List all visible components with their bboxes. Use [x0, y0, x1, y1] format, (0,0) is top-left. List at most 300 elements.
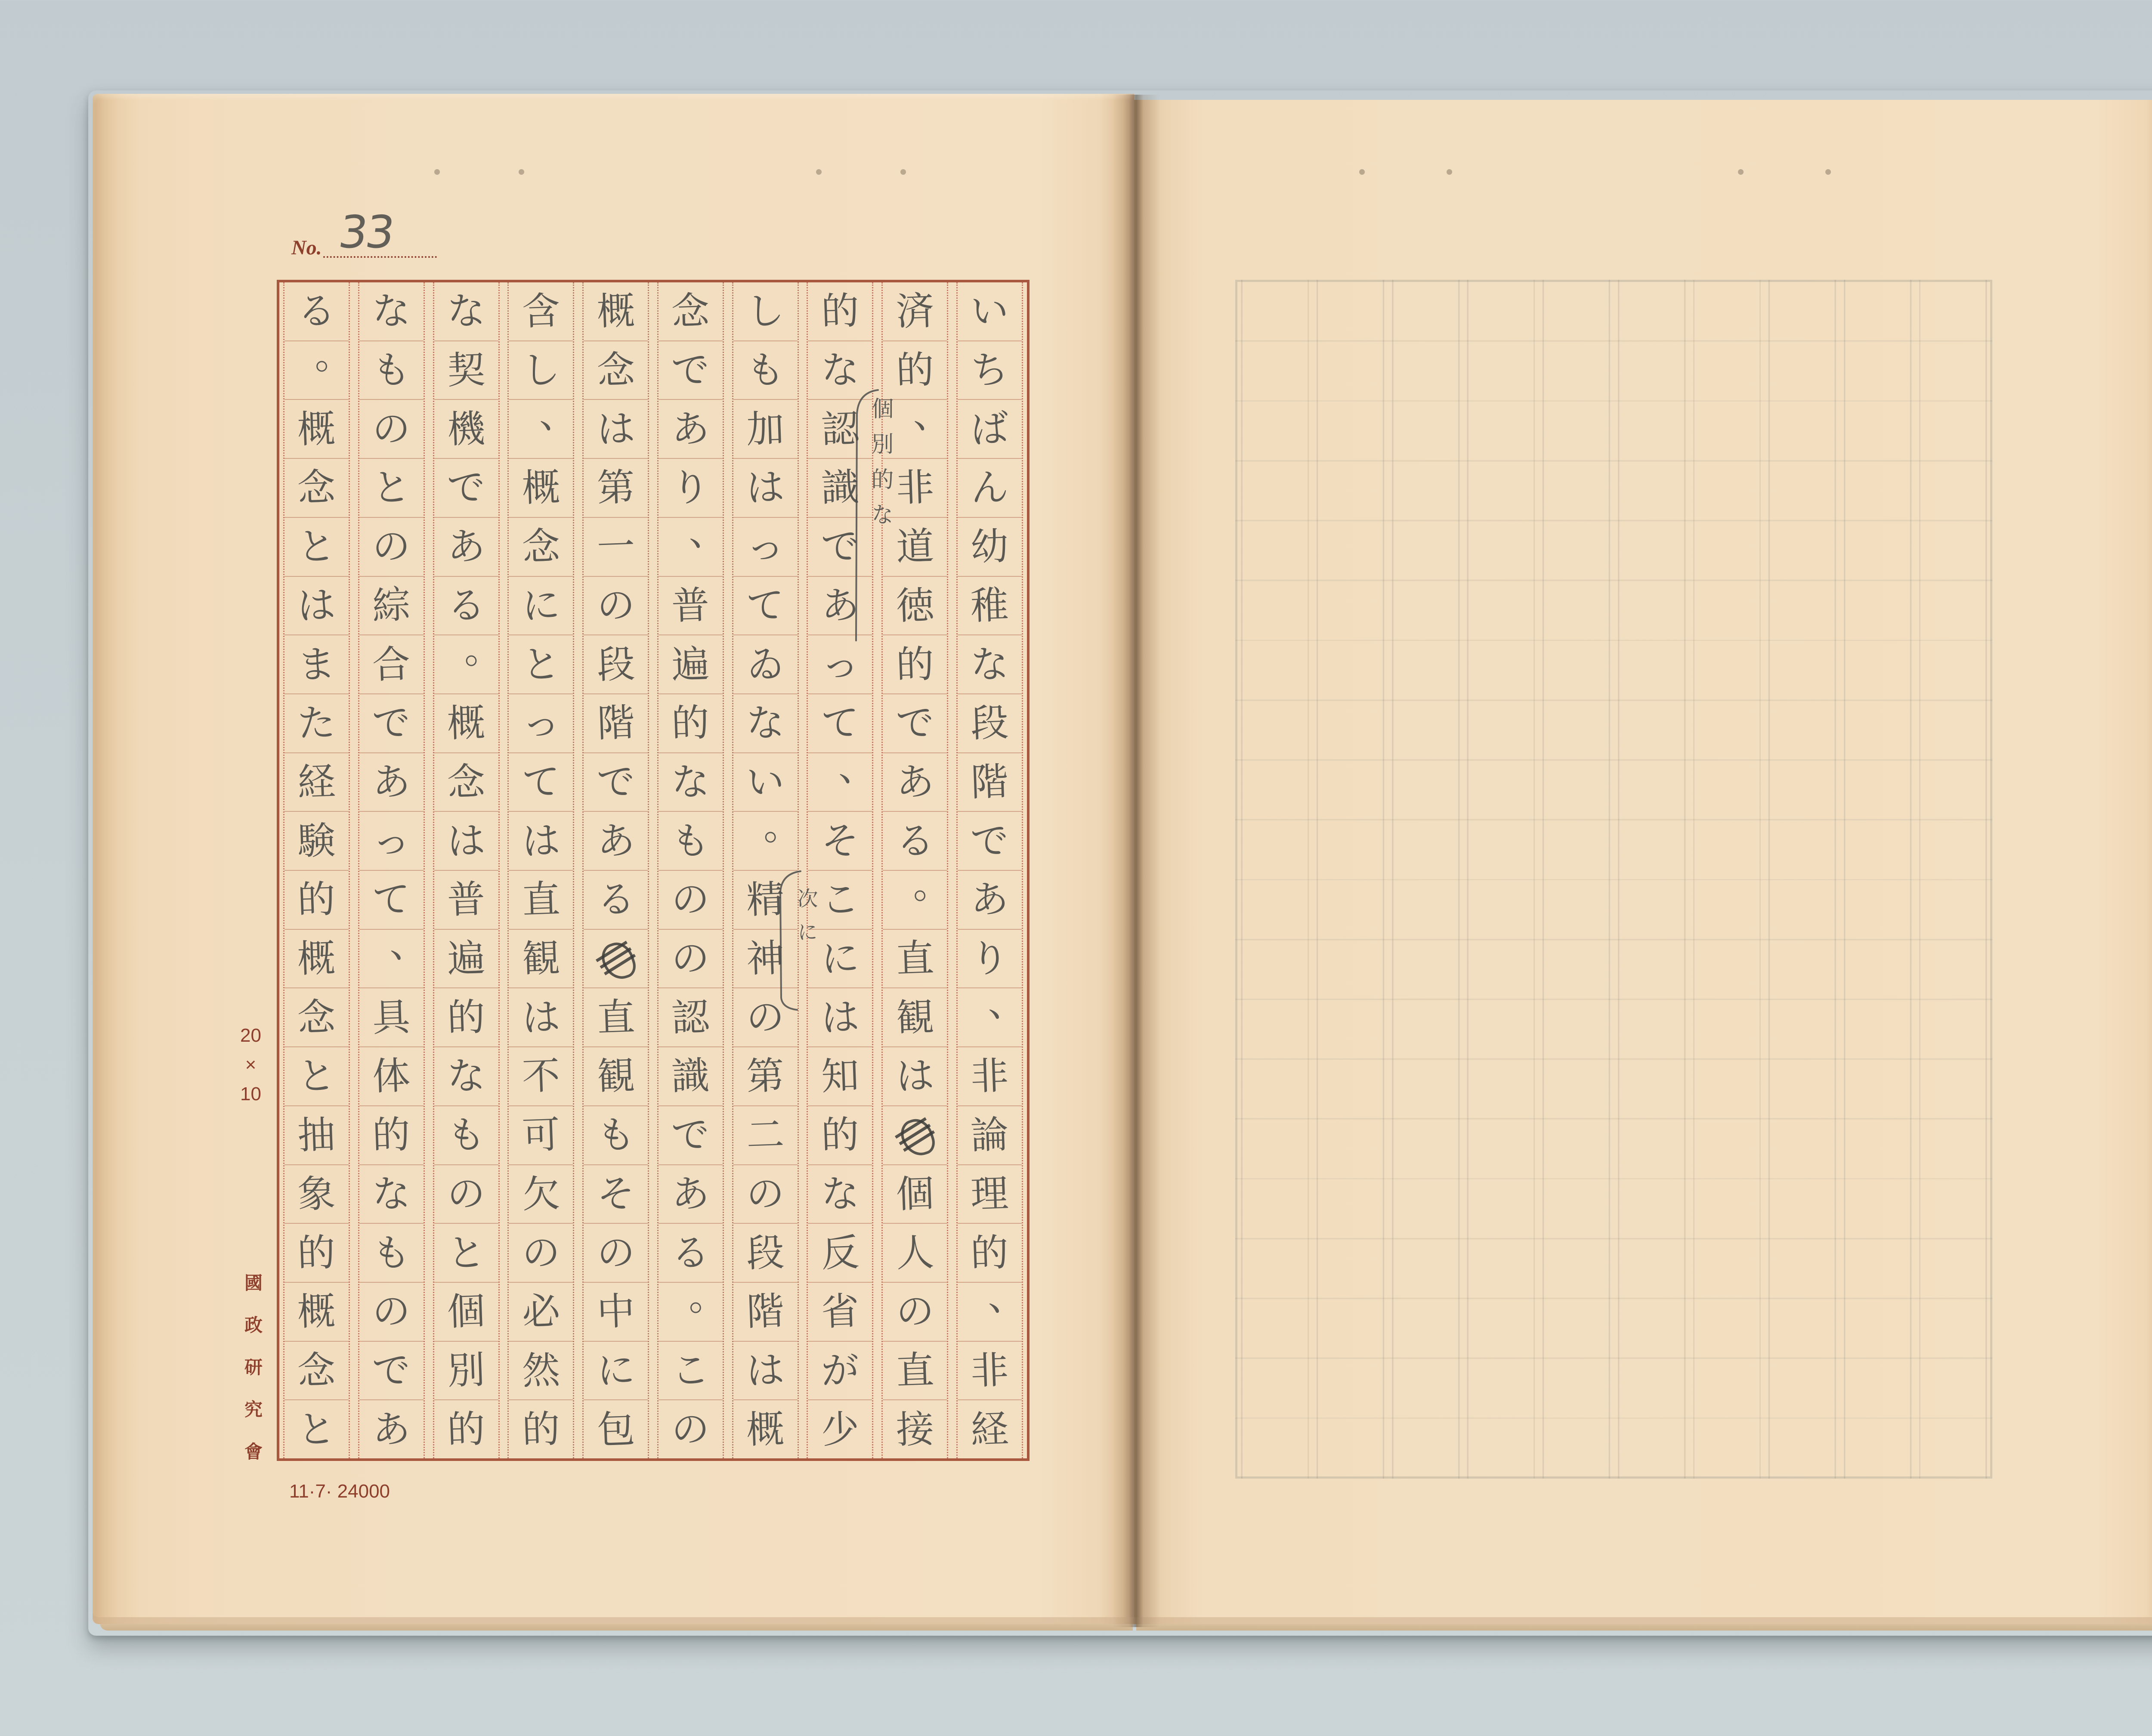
manuscript-char: も — [446, 1112, 486, 1158]
manuscript-cell — [509, 341, 573, 400]
manuscript-cell — [359, 812, 424, 871]
manuscript-char: も — [596, 1112, 636, 1158]
manuscript-cell — [808, 518, 872, 577]
manuscript-char: る — [446, 582, 486, 628]
manuscript-char: 的 — [820, 1112, 860, 1158]
manuscript-cell — [359, 577, 424, 636]
manuscript-cell — [584, 341, 648, 400]
manuscript-column — [433, 282, 503, 1458]
manuscript-cell — [958, 930, 1022, 989]
manuscript-char: で — [970, 818, 1010, 864]
manuscript-cell — [733, 753, 798, 812]
manuscript-char: 識 — [671, 1053, 711, 1099]
manuscript-cell — [883, 753, 947, 812]
manuscript-cell — [659, 1400, 723, 1458]
manuscript-cell — [958, 400, 1022, 459]
manuscript-cell — [284, 753, 349, 812]
manuscript-cell — [958, 753, 1022, 812]
manuscript-grid — [277, 280, 1030, 1461]
manuscript-char: も — [371, 1230, 411, 1276]
manuscript-cell — [808, 400, 872, 459]
manuscript-cell — [659, 1342, 723, 1401]
manuscript-cell — [883, 930, 947, 989]
manuscript-column — [732, 282, 802, 1458]
binding-hole — [519, 169, 524, 175]
manuscript-cell — [958, 1342, 1022, 1401]
manuscript-cell — [883, 1283, 947, 1342]
manuscript-cell — [958, 871, 1022, 930]
manuscript-char: 。 — [464, 627, 503, 672]
manuscript-cell — [434, 400, 498, 459]
manuscript-cell — [584, 1400, 648, 1458]
manuscript-cell — [359, 341, 424, 400]
manuscript-char: 抽 — [297, 1112, 337, 1158]
manuscript-char: 道 — [895, 523, 935, 569]
binding-hole — [1738, 169, 1744, 175]
manuscript-char: 直 — [596, 994, 636, 1040]
manuscript-char: 直 — [521, 876, 561, 922]
manuscript-char: は — [297, 582, 337, 628]
manuscript-char: た — [297, 700, 337, 746]
manuscript-cell — [284, 930, 349, 989]
binding-hole — [1447, 169, 1452, 175]
manuscript-cell — [958, 282, 1022, 341]
manuscript-char: て — [371, 876, 411, 922]
manuscript-char: 概 — [297, 406, 337, 452]
manuscript-char: 階 — [970, 759, 1010, 805]
manuscript-char: 二 — [745, 1112, 785, 1158]
manuscript-cell — [359, 694, 424, 753]
manuscript-char: な — [446, 288, 486, 334]
manuscript-cell — [883, 1342, 947, 1401]
manuscript-char: に — [596, 1347, 636, 1393]
manuscript-cell — [434, 282, 498, 341]
manuscript-cell — [733, 1342, 798, 1401]
manuscript-char: は — [521, 818, 561, 864]
manuscript-cell — [808, 635, 872, 694]
manuscript-cell — [733, 459, 798, 518]
manuscript-char: 第 — [596, 464, 636, 511]
manuscript-cell — [808, 1165, 872, 1224]
manuscript-cell — [733, 1165, 798, 1224]
manuscript-column — [283, 282, 353, 1458]
manuscript-cell — [509, 1283, 573, 1342]
manuscript-cell — [958, 577, 1022, 636]
manuscript-cell — [284, 694, 349, 753]
manuscript-char: 的 — [371, 1112, 411, 1158]
manuscript-char: に — [521, 582, 561, 628]
manuscript-char: な — [371, 1171, 411, 1217]
publisher-imprint: 國政研究會 — [242, 1273, 263, 1484]
manuscript-cell — [434, 341, 498, 400]
manuscript-char: あ — [820, 582, 860, 628]
manuscript-cell — [659, 510, 727, 577]
manuscript-char: あ — [371, 1406, 411, 1452]
manuscript-cell — [584, 1283, 648, 1342]
grid-size-rows: 20 — [240, 1025, 261, 1046]
manuscript-char: 少 — [820, 1406, 860, 1452]
manuscript-char: 観 — [596, 1053, 636, 1099]
manuscript-char: 的 — [521, 1406, 561, 1452]
manuscript-char: 。 — [764, 804, 802, 848]
manuscript-cell — [584, 1224, 648, 1283]
manuscript-cell — [659, 1106, 723, 1165]
manuscript-char: 観 — [895, 994, 935, 1040]
manuscript-cell — [434, 1342, 498, 1401]
manuscript-cell — [434, 627, 503, 694]
manuscript-char: い — [745, 759, 785, 805]
manuscript-char: あ — [371, 759, 411, 805]
manuscript-cell — [733, 577, 798, 636]
manuscript-cell — [733, 400, 798, 459]
manuscript-char: 具 — [371, 994, 411, 1040]
manuscript-char: 精 — [745, 876, 785, 922]
manuscript-char: の — [371, 1288, 411, 1334]
manuscript-char: 識 — [820, 464, 860, 511]
manuscript-char: 体 — [371, 1053, 411, 1099]
manuscript-char: 的 — [297, 876, 337, 922]
manuscript-char: 経 — [970, 1406, 1010, 1452]
manuscript-cell — [733, 871, 798, 930]
manuscript-char: 概 — [521, 464, 561, 511]
manuscript-char: 的 — [446, 1406, 486, 1452]
manuscript-cell — [509, 753, 573, 812]
manuscript-char: な — [446, 1053, 486, 1099]
manuscript-char: っ — [745, 523, 785, 569]
manuscript-cell — [808, 694, 872, 753]
manuscript-cell — [958, 1165, 1022, 1224]
manuscript-char: な — [371, 288, 411, 334]
manuscript-char: 一 — [596, 523, 636, 569]
manuscript-cell — [284, 1400, 349, 1458]
manuscript-cell — [359, 400, 424, 459]
manuscript-cell — [733, 341, 798, 400]
manuscript-cell — [883, 1165, 947, 1224]
manuscript-char: 念 — [671, 288, 711, 334]
manuscript-cell — [284, 1342, 349, 1401]
manuscript-cell — [359, 635, 424, 694]
manuscript-cell — [584, 577, 648, 636]
manuscript-cell — [284, 1165, 349, 1224]
manuscript-char: ま — [297, 641, 337, 687]
manuscript-char: で — [671, 347, 711, 393]
manuscript-cell — [434, 459, 498, 518]
manuscript-cell — [509, 1400, 573, 1458]
manuscript-char: り — [970, 935, 1010, 981]
manuscript-char: 済 — [895, 288, 935, 334]
manuscript-cell — [659, 577, 723, 636]
manuscript-char: で — [596, 759, 636, 805]
manuscript-char: い — [970, 288, 1010, 334]
manuscript-char: と — [297, 523, 337, 569]
manuscript-cell — [434, 1047, 498, 1106]
manuscript-char: で — [895, 700, 935, 746]
manuscript-char: で — [671, 1112, 711, 1158]
manuscript-char: の — [745, 994, 785, 1040]
manuscript-char: 、 — [539, 392, 577, 436]
manuscript-char: 契 — [446, 347, 486, 393]
manuscript-cell — [808, 1106, 872, 1165]
manuscript-char: 欠 — [521, 1171, 561, 1217]
binding-hole — [1359, 169, 1365, 175]
manuscript-char: の — [671, 876, 711, 922]
manuscript-char: 的 — [446, 994, 486, 1040]
manuscript-char: 非 — [970, 1347, 1010, 1393]
manuscript-char: し — [521, 347, 561, 393]
manuscript-cell — [808, 1342, 872, 1401]
manuscript-cell — [509, 871, 573, 930]
manuscript-char: っ — [820, 641, 860, 687]
manuscript-char: な — [820, 1171, 860, 1217]
manuscript-cell — [434, 1165, 498, 1224]
manuscript-cell — [958, 1275, 1026, 1342]
bleed-through-grid — [1235, 280, 1992, 1479]
manuscript-char: 幼 — [970, 523, 1010, 569]
manuscript-char: の — [671, 1406, 711, 1452]
manuscript-char: こ — [671, 1347, 711, 1393]
manuscript-cell — [284, 459, 349, 518]
manuscript-char: は — [895, 1053, 935, 1099]
manuscript-char: 不 — [521, 1053, 561, 1099]
manuscript-column — [956, 282, 1026, 1458]
manuscript-cell — [584, 518, 648, 577]
scribbled-out-char — [584, 930, 648, 989]
manuscript-cell — [958, 812, 1022, 871]
manuscript-cell — [584, 1106, 648, 1165]
manuscript-cell — [883, 341, 947, 400]
manuscript-cell — [584, 812, 648, 871]
manuscript-char: こ — [820, 876, 860, 922]
manuscript-cell — [733, 518, 798, 577]
manuscript-cell — [584, 753, 648, 812]
manuscript-char: そ — [596, 1171, 636, 1217]
manuscript-char: 論 — [970, 1112, 1010, 1158]
manuscript-char: の — [745, 1171, 785, 1217]
manuscript-cell — [284, 812, 349, 871]
manuscript-cell — [434, 988, 498, 1047]
manuscript-char: で — [820, 523, 860, 569]
manuscript-char: 段 — [970, 700, 1010, 746]
manuscript-char: 象 — [297, 1171, 337, 1217]
manuscript-char: と — [371, 464, 411, 511]
manuscript-char: 、 — [838, 745, 876, 789]
manuscript-cell — [284, 1283, 349, 1342]
manuscript-char: が — [820, 1347, 860, 1393]
manuscript-cell — [659, 753, 723, 812]
manuscript-char: 的 — [970, 1230, 1010, 1276]
manuscript-cell — [883, 282, 947, 341]
manuscript-cell — [958, 980, 1026, 1047]
manuscript-cell — [509, 1106, 573, 1165]
manuscript-char: 綜 — [371, 582, 411, 628]
manuscript-char: 遍 — [446, 935, 486, 981]
manuscript-cell — [808, 1400, 872, 1458]
manuscript-char: 階 — [745, 1288, 785, 1334]
grid-size-times: × — [245, 1054, 257, 1075]
manuscript-char: 稚 — [970, 582, 1010, 628]
manuscript-cell — [733, 1106, 798, 1165]
manuscript-cell — [509, 392, 577, 459]
manuscript-char: ば — [970, 406, 1010, 452]
manuscript-cell — [958, 1106, 1022, 1165]
manuscript-char: 段 — [745, 1230, 785, 1276]
manuscript-cell — [883, 577, 947, 636]
manuscript-cell — [808, 341, 872, 400]
manuscript-cell — [434, 1224, 498, 1283]
manuscript-cell — [284, 282, 349, 341]
manuscript-char: は — [745, 1347, 785, 1393]
manuscript-char: て — [521, 759, 561, 805]
manuscript-char: 認 — [820, 406, 860, 452]
manuscript-char: 理 — [970, 1171, 1010, 1217]
manuscript-cell — [659, 988, 723, 1047]
manuscript-cell — [284, 871, 349, 930]
manuscript-char: と — [297, 1406, 337, 1452]
manuscript-cell — [659, 930, 723, 989]
manuscript-char: 念 — [297, 464, 337, 511]
manuscript-cell — [584, 1165, 648, 1224]
manuscript-cell — [733, 930, 798, 989]
manuscript-cell — [883, 863, 951, 930]
manuscript-cell — [958, 1224, 1022, 1283]
manuscript-char: 概 — [297, 1288, 337, 1334]
manuscript-char: 中 — [596, 1288, 636, 1334]
manuscript-char: 概 — [596, 288, 636, 334]
manuscript-cell — [584, 459, 648, 518]
manuscript-cell — [584, 635, 648, 694]
manuscript-cell — [808, 459, 872, 518]
manuscript-cell — [733, 988, 798, 1047]
manuscript-char: 可 — [521, 1112, 561, 1158]
manuscript-char: っ — [371, 818, 411, 864]
manuscript-cell — [659, 812, 723, 871]
manuscript-char: 念 — [297, 1347, 337, 1393]
manuscript-cell — [509, 282, 573, 341]
manuscript-cell — [359, 1106, 424, 1165]
manuscript-cell — [434, 753, 498, 812]
manuscript-cell — [733, 694, 798, 753]
book-gutter — [1113, 95, 1160, 1627]
manuscript-cell — [659, 459, 723, 518]
manuscript-char: そ — [820, 818, 860, 864]
grid-size-columns: 10 — [240, 1083, 261, 1105]
manuscript-cell — [584, 694, 648, 753]
manuscript-cell — [808, 1224, 872, 1283]
manuscript-char: 非 — [895, 464, 935, 511]
manuscript-char: 徳 — [895, 582, 935, 628]
page-number: 33 — [335, 206, 396, 258]
manuscript-char: あ — [596, 818, 636, 864]
manuscript-cell — [359, 282, 424, 341]
manuscript-cell — [808, 282, 872, 341]
manuscript-cell — [359, 871, 424, 930]
manuscript-cell — [808, 745, 876, 812]
manuscript-cell — [584, 988, 648, 1047]
binding-hole — [900, 169, 906, 175]
manuscript-char: の — [371, 523, 411, 569]
manuscript-cell — [659, 871, 723, 930]
manuscript-char: 加 — [745, 406, 785, 452]
manuscript-char: の — [521, 1230, 561, 1276]
manuscript-char: 念 — [297, 994, 337, 1040]
insertion-note: 次に — [794, 888, 818, 955]
manuscript-cell — [958, 694, 1022, 753]
manuscript-cell — [584, 1342, 648, 1401]
manuscript-char: 第 — [745, 1053, 785, 1099]
manuscript-char: 念 — [596, 347, 636, 393]
manuscript-cell — [584, 282, 648, 341]
manuscript-cell — [958, 459, 1022, 518]
manuscript-char: 験 — [297, 818, 337, 864]
manuscript-cell — [883, 812, 947, 871]
manuscript-column — [657, 282, 727, 1458]
manuscript-cell — [359, 518, 424, 577]
manuscript-cell — [434, 1400, 498, 1458]
manuscript-cell — [509, 1342, 573, 1401]
manuscript-char: 概 — [297, 935, 337, 981]
manuscript-char: の — [371, 406, 411, 452]
manuscript-char: な — [671, 759, 711, 805]
manuscript-char: と — [521, 641, 561, 687]
manuscript-char: は — [820, 994, 860, 1040]
manuscript-char: 経 — [297, 759, 337, 805]
manuscript-char: 、 — [913, 392, 951, 436]
manuscript-cell — [359, 988, 424, 1047]
manuscript-cell — [509, 1047, 573, 1106]
manuscript-char: 段 — [596, 641, 636, 687]
manuscript-cell — [509, 694, 573, 753]
manuscript-cell — [284, 518, 349, 577]
manuscript-char: 神 — [745, 935, 785, 981]
manuscript-char: の — [895, 1288, 935, 1334]
manuscript-cell — [284, 1224, 349, 1283]
manuscript-cell — [958, 635, 1022, 694]
manuscript-char: ち — [970, 347, 1010, 393]
manuscript-char: 的 — [297, 1230, 337, 1276]
manuscript-char: の — [596, 582, 636, 628]
manuscript-cell — [509, 1224, 573, 1283]
manuscript-cell — [659, 282, 723, 341]
manuscript-char: 知 — [820, 1053, 860, 1099]
manuscript-cell — [434, 1283, 498, 1342]
manuscript-char: は — [521, 994, 561, 1040]
print-code: 11·7· 24000 — [289, 1481, 390, 1502]
manuscript-char: で — [446, 464, 486, 511]
manuscript-cell — [284, 635, 349, 694]
manuscript-char: で — [371, 1347, 411, 1393]
manuscript-cell — [434, 1106, 498, 1165]
manuscript-char: は — [596, 406, 636, 452]
manuscript-char: ゐ — [745, 641, 785, 687]
manuscript-cell — [883, 694, 947, 753]
binding-hole — [816, 169, 822, 175]
manuscript-char: 概 — [446, 700, 486, 746]
manuscript-cell — [958, 1047, 1022, 1106]
manuscript-cell — [359, 1165, 424, 1224]
grid-size-label — [230, 1021, 271, 1109]
manuscript-char: も — [371, 347, 411, 393]
manuscript-cell — [509, 518, 573, 577]
manuscript-char: る — [297, 288, 337, 334]
manuscript-char: 直 — [895, 1347, 935, 1393]
manuscript-cell — [434, 812, 498, 871]
manuscript-column — [582, 282, 649, 1458]
manuscript-char: 概 — [745, 1406, 785, 1452]
manuscript-char: で — [371, 700, 411, 746]
manuscript-char: と — [446, 1230, 486, 1276]
manuscript-cell — [808, 1047, 872, 1106]
manuscript-cell — [659, 400, 723, 459]
